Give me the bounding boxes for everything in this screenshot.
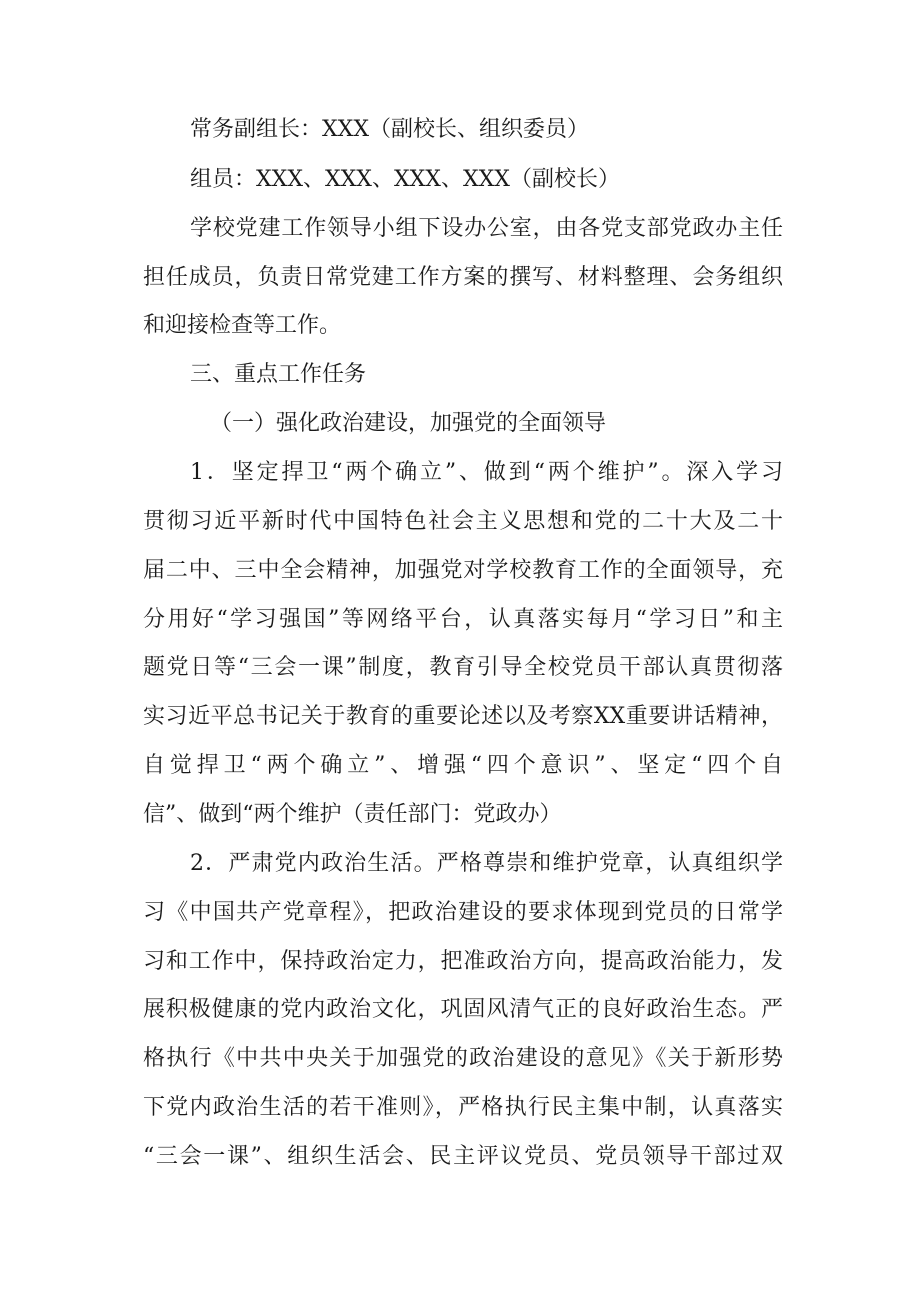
text-line: 组员：XXX、XXX、XXX、XXX（副校长） xyxy=(190,167,620,192)
paragraph-line: 习《中国共产党章程》，把政治建设的要求体现到党员的日常学 xyxy=(143,900,783,925)
paragraph-line: 实习近平总书记关于教育的重要论述以及考察XX重要讲话精神， xyxy=(143,704,783,729)
paragraph-line: “三会一课”、组织生活会、民主评议党员、党员领导干部过双 xyxy=(143,1144,783,1169)
paragraph-line: 学校党建工作领导小组下设办公室，由各党支部党政办主任 xyxy=(190,216,783,241)
paragraph-line: 2．严肃党内政治生活。严格尊崇和维护党章，认真组织学 xyxy=(190,851,783,876)
paragraph-line: 展积极健康的党内政治文化，巩固风清气正的良好政治生态。严 xyxy=(143,997,783,1022)
paragraph-line: 1．坚定捍卫“两个确立”、做到“两个维护”。深入学习 xyxy=(190,460,783,485)
paragraph-line: 担任成员，负责日常党建工作方案的撰写、材料整理、会务组织 xyxy=(143,265,783,290)
paragraph-line: 分用好“学习强国”等网络平台，认真落实每月“学习日”和主 xyxy=(143,607,783,632)
text-line: 常务副组长：XXX（副校长、组织委员） xyxy=(190,117,589,142)
subsection-heading: （一）强化政治建设，加强党的全面领导 xyxy=(210,411,607,436)
paragraph-line: 题党日等“三会一课”制度，教育引导全校党员干部认真贯彻落 xyxy=(143,655,783,680)
paragraph-line: 和迎接检查等工作。 xyxy=(143,313,342,338)
section-heading: 三、重点工作任务 xyxy=(190,362,367,387)
paragraph-line: 习和工作中，保持政治定力，把准政治方向，提高政治能力，发 xyxy=(143,949,783,974)
paragraph-line: 贯彻习近平新时代中国特色社会主义思想和党的二十大及二十 xyxy=(143,509,783,534)
paragraph-line: 格执行《中共中央关于加强党的政治建设的意见》《关于新形势 xyxy=(143,1046,783,1071)
paragraph-line: 届二中、三中全会精神，加强党对学校教育工作的全面领导，充 xyxy=(143,558,783,583)
paragraph-line: 自觉捍卫“两个确立”、增强“四个意识”、坚定“四个自 xyxy=(143,753,783,778)
paragraph-line: 信”、做到“两个维护（责任部门：党政办） xyxy=(143,802,562,827)
paragraph-line: 下党内政治生活的若干准则》，严格执行民主集中制，认真落实 xyxy=(143,1095,783,1120)
